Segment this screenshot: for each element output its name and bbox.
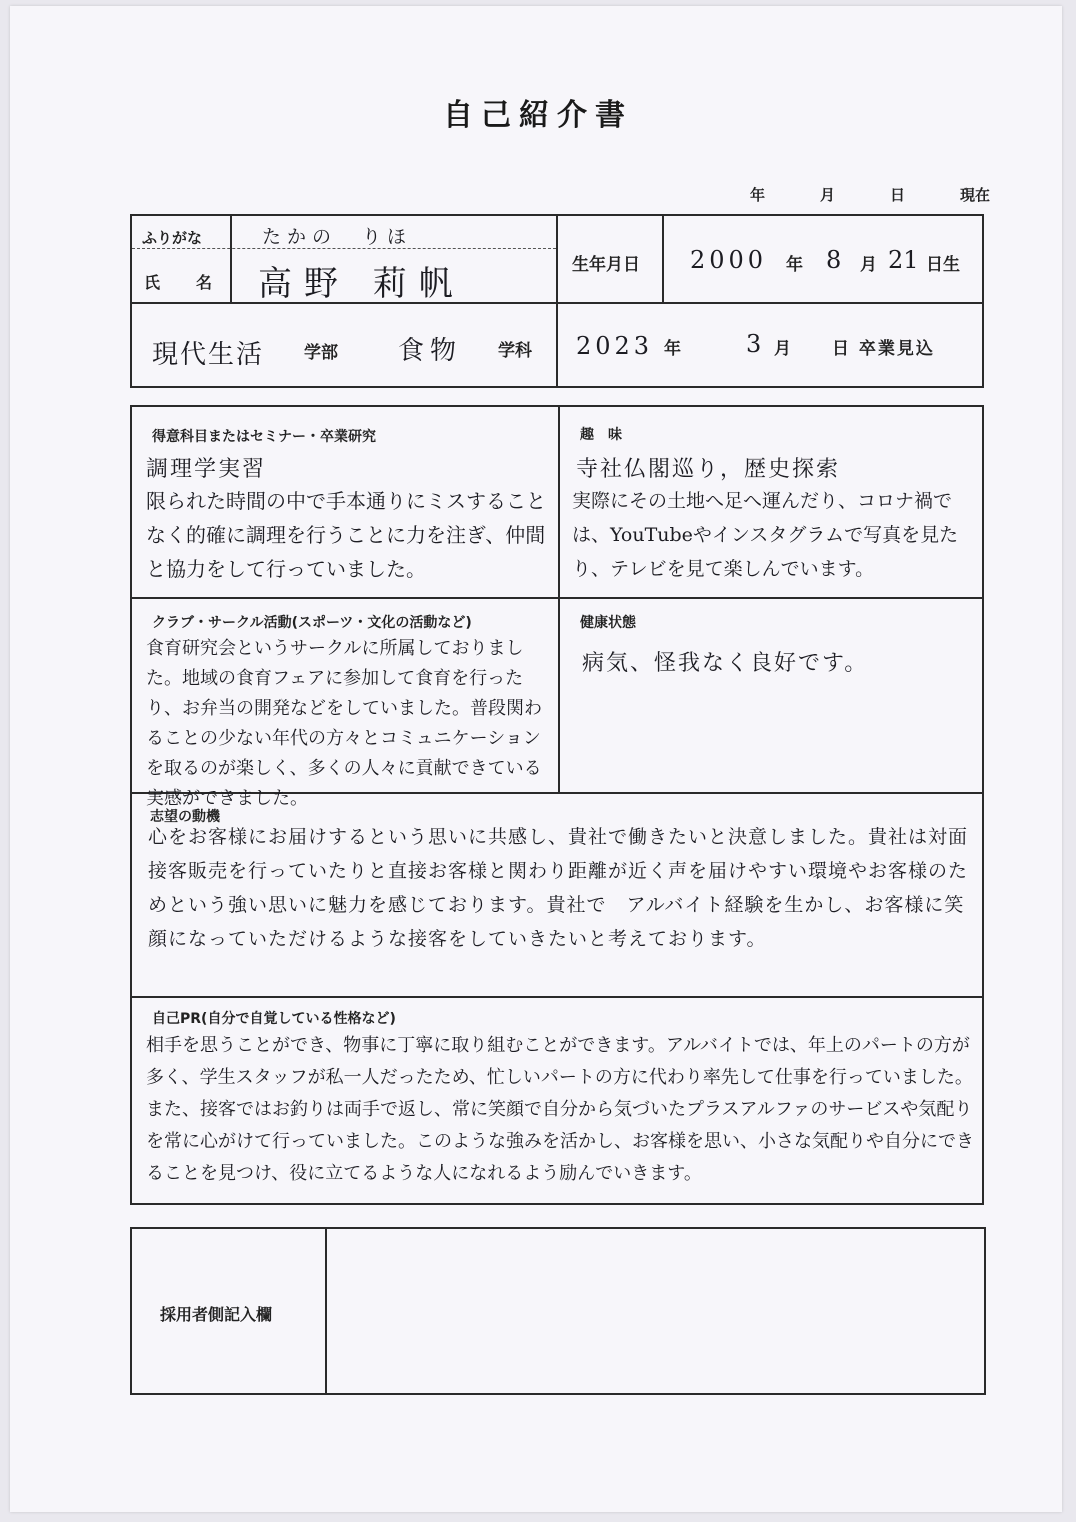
pr-section-label: 自己PR(自分で自覚している性格など)	[152, 1011, 396, 1027]
dept-value: 食物	[398, 336, 463, 366]
recruiter-label: 採用者側記入欄	[160, 1305, 273, 1324]
faculty-value: 現代生活	[152, 340, 265, 370]
pr-text: 相手を思うことができ、物事に丁寧に取り組むことができます。アルバイトでは、年上のパートの方が多く、学生スタッフが私一人だったため、忙しいパートの方に代わり率先して仕事を行っていました。また、接客ではお釣りは両手で返し、常に笑顔で自分から気づいたプラスアルファのサービスや気配りを常に心がけて行っていました。このような強みを活かし、お客様を思い、小さな気配りや自分にできることを見つけ、役に立てるような人になれるよう励んでいきます。	[146, 1035, 974, 1184]
birth-month: 8	[826, 246, 842, 274]
row-divider-1	[130, 597, 984, 599]
grad-month-unit: 月	[774, 339, 791, 359]
club-text: 食育研究会というサークルに所属しておりました。地域の食育フェアに参加して食育を行ったり、お弁当の開発などをしていました。普段関わることの少ない年代の方々とコミュニケーションを取るのが楽しく、多くの人々に貢献できている実感ができました。	[146, 638, 542, 809]
date-month-label: 月	[819, 186, 835, 204]
birth-month-unit: 月	[860, 255, 877, 275]
hobby-heading: 寺社仏閣巡り，歴史探索	[576, 457, 841, 482]
grad-suffix: 日 卒業見込	[832, 339, 935, 359]
motive-text: 心をお客様にお届けするという思いに共感し、貴社で働きたいと決意しました。貴社は対面接客販売を行っていたりと直接お客様と関わり距離が近く声を届けやすい環境やお客様のためという強い思いに魅力を感じております。貴社で アルバイト経験を生かし、お客様に笑顔になっていただけるような接客をしていきたいと考えております。	[148, 826, 969, 950]
date-year-label: 年	[750, 186, 766, 204]
name-value: 高野 莉帆	[258, 264, 465, 304]
recruiter-col-divider	[325, 1227, 327, 1395]
faculty-label: 学部	[304, 343, 338, 363]
current-date-header	[750, 184, 990, 205]
birth-label: 生年月日	[572, 255, 640, 275]
date-suffix-label: 現在	[959, 186, 990, 204]
study-section-label: 得意科目またはセミナー・卒業研究	[152, 429, 376, 445]
birth-day: 21	[888, 246, 919, 274]
hobby-text: 実際にその土地へ足へ運んだり、コロナ禍では、YouTubeやインスタグラムで写真を見たり、テレビを見て楽しんでいます。	[572, 490, 959, 580]
hobby-section-label: 趣 味	[580, 427, 622, 443]
grad-year: 2023	[576, 332, 654, 360]
health-text: 病気、怪我なく良好です。	[582, 651, 869, 676]
furigana-value: たかの りほ	[262, 226, 413, 248]
col-divider-upper	[558, 405, 560, 793]
profile-mid-col-divider	[556, 214, 558, 388]
motive-section-label: 志望の動機	[150, 809, 220, 825]
birth-year-unit: 年	[786, 255, 803, 275]
name-label: 氏 名	[144, 273, 223, 292]
health-section-label: 健康状態	[580, 615, 636, 631]
furigana-label: ふりがな	[142, 229, 203, 247]
page-title: 自己紹介書	[443, 98, 633, 133]
dept-label: 学科	[498, 341, 532, 361]
birth-year: 2000	[690, 246, 768, 274]
profile-label-col-divider	[230, 214, 232, 302]
row-divider-3	[130, 996, 984, 998]
profile-birth-col-divider	[662, 214, 664, 302]
club-section-label: クラブ・サークル活動(スポーツ・文化の活動など)	[152, 615, 472, 631]
study-text: 限られた時間の中で手本通りにミスすることなく的確に調理を行うことに力を注ぎ、仲間と協力をして行っていました。	[146, 489, 546, 581]
grad-month: 3	[746, 330, 762, 358]
study-heading: 調理学実習	[146, 457, 267, 482]
birth-day-unit: 日生	[926, 255, 960, 275]
recruiter-write-area[interactable]	[330, 1231, 982, 1391]
date-day-label: 日	[889, 186, 905, 204]
grad-year-unit: 年	[664, 339, 681, 359]
